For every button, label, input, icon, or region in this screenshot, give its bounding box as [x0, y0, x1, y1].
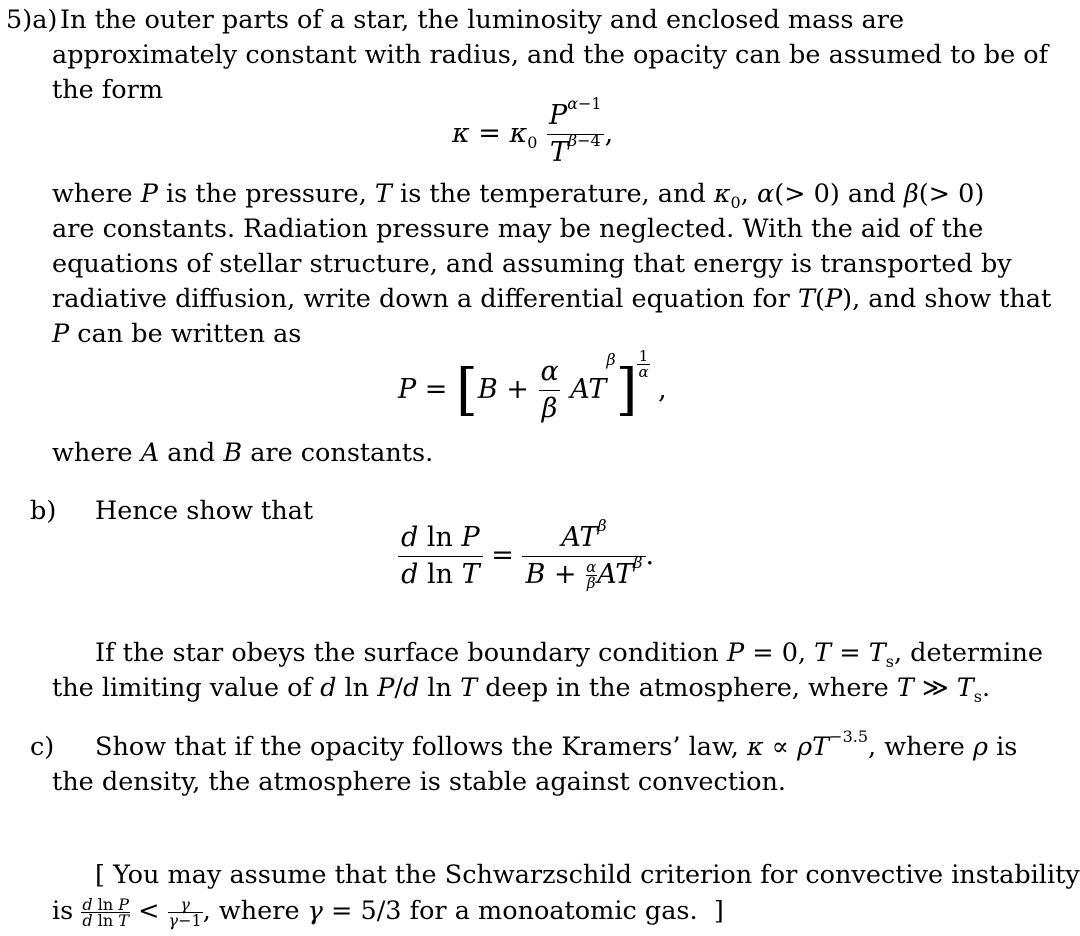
part-a-after-1: are constants. Radiation pressure may be neglected. With the aid of the [52, 214, 984, 244]
part-c-line-1: Show that if the opacity follows the Kramers’ law, $\kappa \propto \rho T^{-3.5}$, where ρ is [95, 727, 1018, 762]
part-c-line-2: the density, the atmosphere is stable against convection. [52, 767, 787, 797]
opacity-equation: $\kappa = \kappa_0$ $\frac{P^{\alpha-1}}{T^{\beta-4}}$ , [452, 98, 613, 171]
part-b-para-1: If the star obeys the surface boundary condition P = 0, $T = T_s$, determine [95, 638, 1043, 671]
note-line-1: [ You may assume that the Schwarzschild criterion for convective instability [95, 860, 1080, 890]
part-a-where-line: where P is the pressure, T is the temperature, and $\kappa_0$, α(> 0) and β(> 0) [52, 179, 985, 212]
part-a-line-2: approximately constant with radius, and the opacity can be assumed to be of [52, 40, 1049, 70]
dlnP-dlnT-equation: $\frac{\text{d ln P}}{\text{d ln T}}$ = $AT^\beta$ B + $\frac{\alpha}{\beta}$ $AT^\beta$ . [398, 520, 654, 593]
part-a-after-4: P can be written as [52, 319, 302, 349]
part-b-para-2: the limiting value of d ln P/d ln T deep in the atmosphere, where T ≫ $T_s$. [52, 673, 991, 706]
part-a-after-2: equations of stellar structure, and assuming that energy is transported by [52, 249, 1012, 279]
part-a-line-3: the form [52, 75, 164, 105]
question-number: 5)a) [6, 5, 58, 35]
part-b-intro: Hence show that [95, 496, 314, 526]
pressure-equation: P = [B + $\frac{\alpha}{\beta}$ $AT^\beta$] $\frac{1}{\alpha}$ , [398, 354, 667, 427]
part-a-after-3: radiative diffusion, write down a differential equation for T(P), and show that [52, 284, 1052, 314]
part-b-label: b) [30, 496, 57, 526]
part-a-line-1: In the outer parts of a star, the luminosity and enclosed mass are [60, 5, 905, 35]
part-a-where-ab: where A and B are constants. [52, 438, 434, 468]
part-c-label: c) [30, 732, 55, 762]
note-line-2: is $\frac{\text{d ln P}}{\text{d ln T}}$ < $\frac{\gamma}{\gamma-1}$ , where γ = 5/3 for a monoatomic gas. ] [52, 894, 724, 930]
